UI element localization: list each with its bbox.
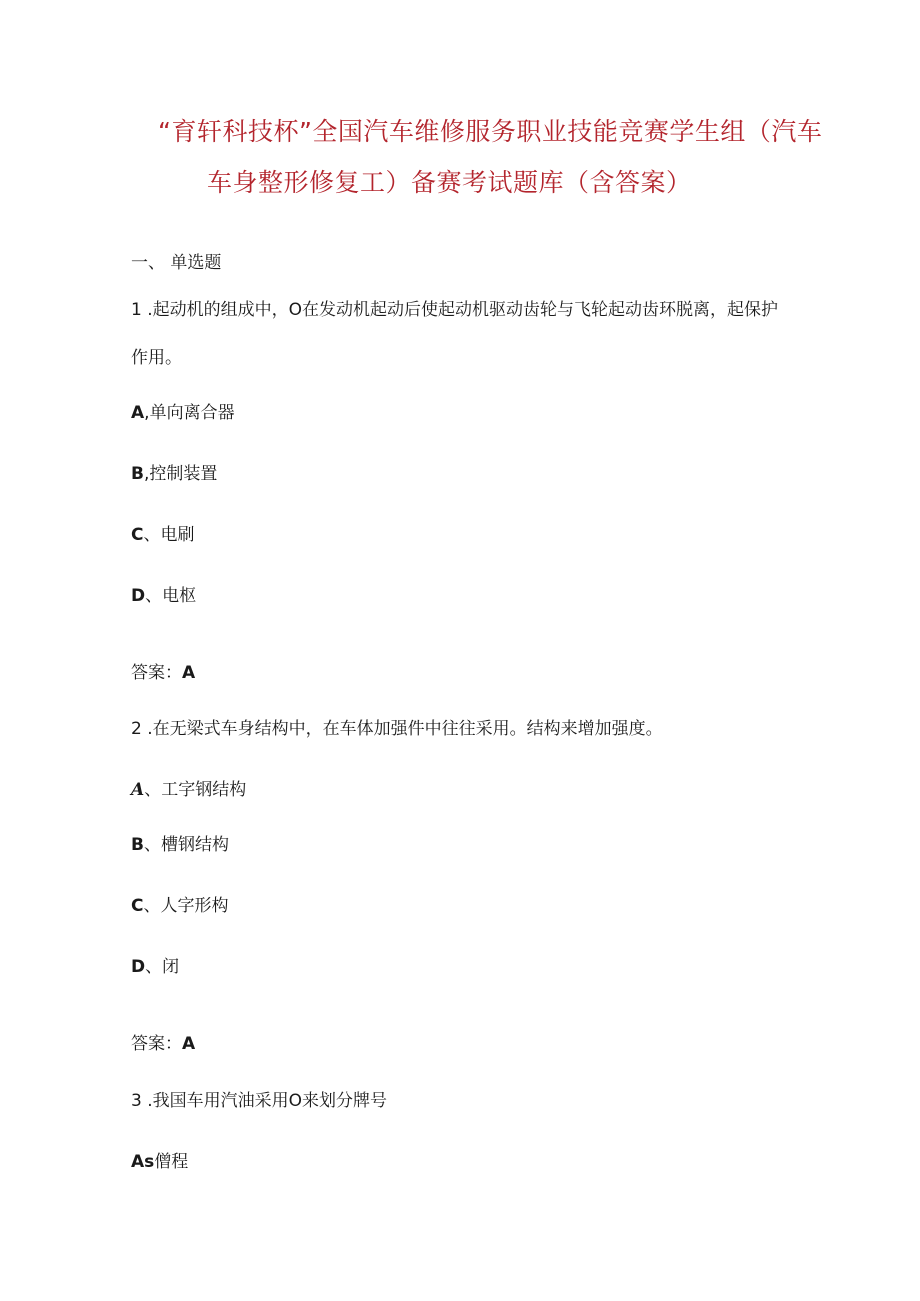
option-separator: 、 [145, 957, 163, 977]
option-text: 电刷 [160, 525, 195, 545]
document-title-line-1: “育轩科技杯”全国汽车维修服务职业技能竞赛学生组（汽车 [158, 117, 823, 146]
question-1-option-c [131, 527, 194, 544]
question-2-option-d [131, 959, 179, 976]
option-separator: 、 [143, 835, 161, 855]
question-1-answer [131, 665, 195, 682]
option-separator: 、 [144, 780, 162, 800]
answer-label: 答案： [131, 663, 182, 683]
option-separator: 、 [143, 525, 161, 545]
option-separator: , [143, 464, 150, 484]
option-text: 僧程 [154, 1152, 189, 1172]
option-separator: 、 [143, 896, 161, 916]
question-1-stem-line-1: 1 .起动机的组成中，O在发动机起动后使起动机驱动齿轮与飞轮起动齿环脱离，起保护 [131, 300, 779, 320]
option-letter: D [131, 586, 146, 606]
option-letter: C [131, 896, 144, 916]
option-separator: , [144, 403, 150, 423]
question-1-stem-line-2: 作用。 [131, 348, 182, 368]
question-1-option-d [131, 588, 196, 605]
answer-value: A [182, 1034, 196, 1054]
option-text: 控制装置 [149, 464, 218, 484]
option-letter: B [131, 464, 144, 484]
question-2-stem-line-1: 2 .在无梁式车身结构中，在车体加强件中往往采用。结构来增加强度。 [131, 719, 663, 739]
option-letter: B [131, 835, 144, 855]
option-text: 人字形构 [160, 896, 229, 916]
option-letter: As [131, 1152, 155, 1172]
option-text: 槽钢结构 [160, 835, 229, 855]
answer-label: 答案： [131, 1034, 182, 1054]
question-3-stem-line-1: 3 .我国车用汽油采用O来划分牌号 [131, 1091, 388, 1111]
question-1-option-b [131, 466, 217, 483]
question-2-option-b [131, 837, 229, 854]
question-2-option-a [131, 782, 246, 799]
option-separator: 、 [145, 586, 163, 606]
question-2-option-c [131, 898, 228, 915]
option-text: 电枢 [162, 586, 197, 606]
section-heading: 一、 单选题 [131, 253, 222, 273]
question-2-answer [131, 1036, 195, 1053]
option-letter: D [131, 957, 146, 977]
question-1-option-a [131, 405, 235, 422]
option-text: 单向离合器 [149, 403, 235, 423]
option-letter: C [131, 525, 144, 545]
option-text: 闭 [162, 957, 180, 977]
option-letter: A [131, 403, 145, 423]
option-text: 工字钢结构 [161, 780, 247, 800]
answer-value: A [182, 663, 196, 683]
option-letter: A [131, 780, 145, 800]
question-3-option-a [131, 1154, 188, 1171]
document-title-line-2: 车身整形修复工）备赛考试题库（含答案） [207, 168, 692, 197]
